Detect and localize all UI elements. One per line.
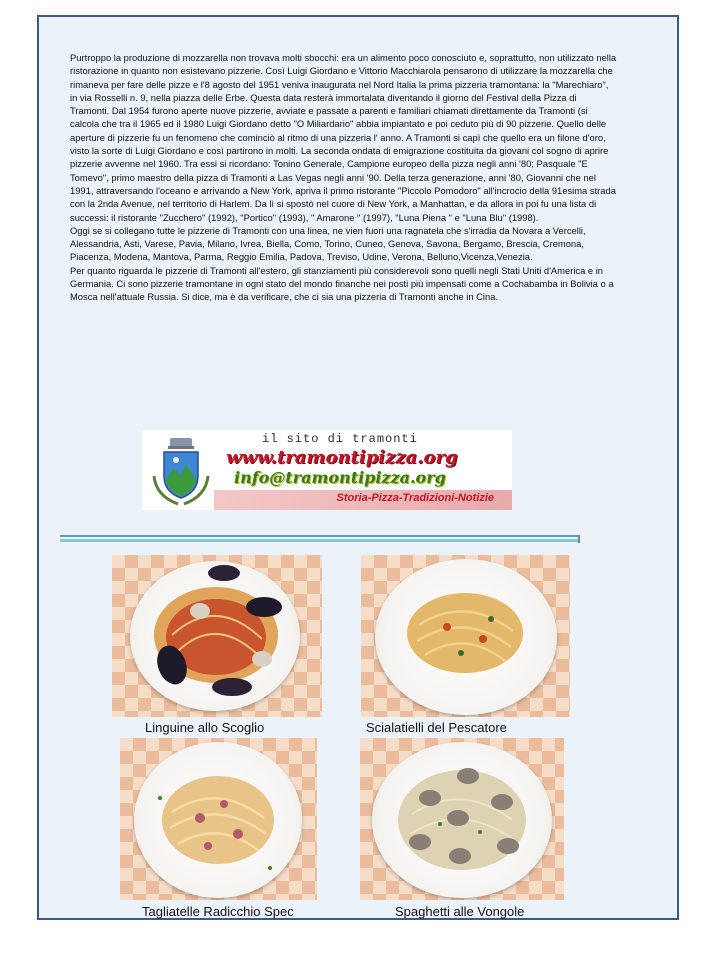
tagline-text: Storia-Pizza-Tradizioni-Notizie xyxy=(336,492,494,504)
site-url-link[interactable]: www.tramontipizza.org xyxy=(226,447,458,468)
paragraph-history: Purtroppo la produzione di mozzarella non trovava molti sbocchi: era un alimento poco conosciuto e, soprattutto, non utilizzato nella ristorazione in quanto non esistevano pizzerie. Così Luigi Giordano e Vittorio Macchiarola pensarono di utilizzare la mozzarella che rimaneva per fare delle pizze e l'8 agosto del 1951 veniva inaugurata nel Nord Italia la prima pizzeria tramontana: la "Marechiaro", in via Rosselli n. 9, nella piazza delle Erbe. Questa data resterà immortalata diventando il giorno del Festival della Pizza di Tramonti. Dal 1954 furono aperte nuove pizzerie, avviate e passate a parenti e familiari chiamati direttamente da Tramonti (si calcola che tra il 1965 ed il 1980 Luigi Giordano detto "O Miliardario" abbia impiantato e poi ceduto più di 90 pizzerie. Quello delle aperture di pizzerie fu un fenomeno che cominciò al ritmo di una pizzeria l' anno. A Tramonti si capì che quello era un filone d'oro, visto la sorte di Luigi Giordano e così partirono in molti. La seconda ondata di emigrazione costituita da giovani col sogno di aprire pizzerie avvenne nel 1960. Tra essi si ricordano: Tonino Generale, Campione europeo della pizza negli anni '80; Pasquale "E Tomevo", primo maestro della pizza di Tramonti a Las Vegas negli anni '90. Della terza generazione, anni '80, Giovanni che nel 1991, attraversando l'oceano e arrivando a New York, apriva il primo ristorante "Piccolo Pomodoro" all'incrocio della 91esima strada con la 2nda Avenue, nel territorio di Harlem. Da lì si spostò nel cuore di New York, a Manhattan, e da allora in poi fu una lista di successi: il ristorante "Zucchero" (1992), "Portico" (1993), " Amarone " (1997), "Luna Piena " e "Luna Blu" (1998). xyxy=(70,52,619,223)
dish-photo-scialatielli xyxy=(361,555,570,717)
dish-caption-linguine: Linguine allo Scoglio xyxy=(145,720,265,735)
dish-photo-linguine xyxy=(112,555,322,717)
site-label: il sito di tramonti xyxy=(262,432,418,446)
article-text xyxy=(70,51,618,304)
section-divider xyxy=(60,535,580,543)
dish-caption-vongole: Spaghetti alle Vongole xyxy=(395,904,525,919)
tagline-bar xyxy=(214,490,512,510)
site-email-link[interactable]: info@tramontipizza.org xyxy=(234,468,446,487)
dish-photo-tagliatelle xyxy=(120,738,317,900)
municipal-crest-icon xyxy=(150,436,212,506)
paragraph-abroad: Per quanto riguarda le pizzerie di Tramonti all'estero, gli stanziamenti più considerevoli sono quelli negli Stati Uniti d'America e in Germania. Ci sono pizzerie tramontane in ogni stato del mondo finanche nei posti più impensati come a Cochabamba in Bolivia o a Mosca nell'attuale Russia. Si dice, ma è da verificare, che ci sia una pizzeria di Tramonti anche in Cina. xyxy=(70,264,617,303)
site-banner[interactable] xyxy=(142,430,512,510)
dish-caption-scialatielli: Scialatielli del Pescatore xyxy=(366,720,507,735)
paragraph-italy-network: Oggi se si collegano tutte le pizzerie di Tramonti con una linea, ne vien fuori una ragnatela che s'irradia da Novara a Vercelli, Alessandria, Asti, Varese, Pavia, Milano, Ivrea, Biella, Como, Torino, Cuneo, Genova, Savona, Bergamo, Brescia, Cremona, Piacenza, Modena, Mantova, Parma, Reggio Emilia, Padova, Treviso, Udine, Verona, Belluno,Vicenza,Venezia. xyxy=(70,224,588,263)
dish-caption-tagliatelle: Tagliatelle Radicchio Spec xyxy=(142,904,294,919)
dish-photo-vongole xyxy=(360,738,564,900)
